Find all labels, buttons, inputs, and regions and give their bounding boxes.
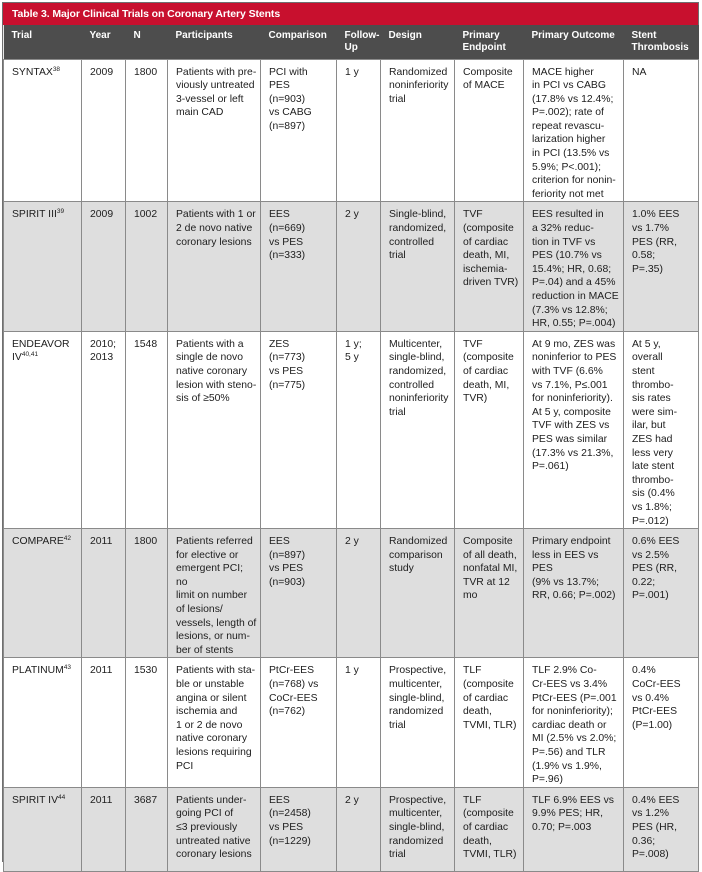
trial-name: PLATINUM xyxy=(12,665,64,677)
cell-comparison: EES (n=897) vs PES (n=903) xyxy=(261,529,337,658)
cell-trial xyxy=(4,59,82,202)
cell-follow-up: 2 y xyxy=(337,202,381,331)
cell-n: 1530 xyxy=(126,658,168,787)
cell-design: Prospective, multicenter, single-blind, randomized trial xyxy=(381,658,455,787)
cell-design: Multicenter, single-blind, randomized, controlled noninferiority trial xyxy=(381,331,455,528)
cell-primary-outcome: At 9 mo, ZES was noninferior to PES with TVF (6.6% vs 7.1%, P≤.001 for noninferiority). At 5 y, composite TVF with ZES vs PES was similar (17.3% vs 21.3%, P=.061) xyxy=(524,331,624,528)
cell-stent-thrombosis: 0.6% EES vs 2.5% PES (RR, 0.22; P=.001) xyxy=(624,529,699,658)
cell-comparison: ZES (n=773) vs PES (n=775) xyxy=(261,331,337,528)
cell-primary-outcome: Primary endpoint less in EES vs PES (9% vs 13.7%; RR, 0.66; P=.002) xyxy=(524,529,624,658)
reference-superscript: 38 xyxy=(52,65,61,73)
cell-participants: Patients under- going PCI of ≤3 previously untreated native coronary lesions xyxy=(168,787,261,871)
cell-follow-up: 1 y xyxy=(337,658,381,787)
cell-year: 2010; 2013 xyxy=(82,331,126,528)
cell-trial xyxy=(4,529,82,658)
table-frame xyxy=(2,2,699,862)
cell-primary-endpoint: TLF (composite of cardiac death, TVMI, TLR) xyxy=(455,787,524,871)
cell-year: 2011 xyxy=(82,658,126,787)
cell-comparison: PtCr-EES (n=768) vs CoCr-EES (n=762) xyxy=(261,658,337,787)
cell-participants: Patients with pre- viously untreated 3-vessel or left main CAD xyxy=(168,59,261,202)
cell-trial xyxy=(4,787,82,871)
cell-stent-thrombosis: 0.4% EES vs 1.2% PES (HR, 0.36; P=.008) xyxy=(624,787,699,871)
cell-stent-thrombosis: 0.4% CoCr-EES vs 0.4% PtCr-EES (P=1.00) xyxy=(624,658,699,787)
cell-trial xyxy=(4,658,82,787)
trial-name: SYNTAX xyxy=(12,66,53,78)
cell-design: Randomized noninferiority trial xyxy=(381,59,455,202)
cell-stent-thrombosis: NA xyxy=(624,59,699,202)
header-row xyxy=(4,25,699,59)
cell-follow-up: 2 y xyxy=(337,787,381,871)
cell-follow-up: 1 y; 5 y xyxy=(337,331,381,528)
cell-n: 1548 xyxy=(126,331,168,528)
cell-participants: Patients with sta- ble or unstable angina or silent ischemia and 1 or 2 de novo native coronary lesions requiring PCI xyxy=(168,658,261,787)
cell-primary-outcome: TLF 2.9% Co- Cr-EES vs 3.4% PtCr-EES (P=.001 for noninferiority); cardiac death or MI (2.5% vs 2.0%; P=.56) and TLR (1.9% vs 1.9%, P=.96) xyxy=(524,658,624,787)
header-comparison: Comparison xyxy=(261,25,337,59)
table-body xyxy=(4,59,699,871)
cell-design: Prospective, multicenter, single-blind, randomized trial xyxy=(381,787,455,871)
header-stent-thrombosis: Stent Thrombosis xyxy=(624,25,699,59)
cell-participants: Patients with 1 or 2 de novo native coronary lesions xyxy=(168,202,261,331)
header-participants: Participants xyxy=(168,25,261,59)
cell-comparison: PCI with PES (n=903) vs CABG (n=897) xyxy=(261,59,337,202)
reference-superscript: 39 xyxy=(56,208,65,216)
cell-follow-up: 2 y xyxy=(337,529,381,658)
table-title: Table 3. Major Clinical Trials on Coronary Artery Stents xyxy=(3,3,698,25)
cell-primary-endpoint: TVF (composite of cardiac death, MI, ischemia- driven TVR) xyxy=(455,202,524,331)
cell-primary-endpoint: Composite of all death, nonfatal MI, TVR at 12 mo xyxy=(455,529,524,658)
cell-year: 2009 xyxy=(82,202,126,331)
cell-participants: Patients referred for elective or emergent PCI; no limit on number of lesions/ vessels, length of lesions, or num- ber of stents xyxy=(168,529,261,658)
cell-comparison: EES (n=669) vs PES (n=333) xyxy=(261,202,337,331)
reference-superscript: 44 xyxy=(58,793,66,801)
reference-superscript: 42 xyxy=(63,535,71,543)
trial-name: ENDEAVOR IV xyxy=(12,338,70,364)
cell-primary-outcome: MACE higher in PCI vs CABG (17.8% vs 12.4%; P=.002); rate of repeat revascu- larization higher in PCI (13.5% vs 5.9%; P<.001); criterion for nonin- feriority not met xyxy=(524,59,624,202)
clinical-trials-table xyxy=(3,25,699,872)
cell-n: 1002 xyxy=(126,202,168,331)
cell-year: 2011 xyxy=(82,529,126,658)
cell-stent-thrombosis: At 5 y, overall stent thrombo- sis rates were sim- ilar, but ZES had less very late stent thrombo- sis (0.4% vs 1.8%; P=.012) xyxy=(624,331,699,528)
cell-primary-endpoint: TLF (composite of cardiac death, TVMI, TLR) xyxy=(455,658,524,787)
header-follow-up: Follow- Up xyxy=(337,25,381,59)
cell-n: 1800 xyxy=(126,529,168,658)
header-trial: Trial xyxy=(4,25,82,59)
cell-trial xyxy=(4,331,82,528)
table-row xyxy=(4,202,699,331)
table-row xyxy=(4,658,699,787)
table-row xyxy=(4,331,699,528)
table-row xyxy=(4,529,699,658)
header-primary-outcome: Primary Outcome xyxy=(524,25,624,59)
cell-participants: Patients with a single de novo native coronary lesion with steno- sis of ≥50% xyxy=(168,331,261,528)
cell-n: 3687 xyxy=(126,787,168,871)
trial-name: SPIRIT III xyxy=(12,209,57,221)
cell-year: 2011 xyxy=(82,787,126,871)
trial-name: SPIRIT IV xyxy=(12,794,59,806)
trial-name: COMPARE xyxy=(12,536,64,548)
cell-design: Randomized comparison study xyxy=(381,529,455,658)
cell-follow-up: 1 y xyxy=(337,59,381,202)
cell-year: 2009 xyxy=(82,59,126,202)
cell-trial xyxy=(4,202,82,331)
header-design: Design xyxy=(381,25,455,59)
cell-comparison: EES (n=2458) vs PES (n=1229) xyxy=(261,787,337,871)
header-year: Year xyxy=(82,25,126,59)
cell-n: 1800 xyxy=(126,59,168,202)
reference-superscript: 40,41 xyxy=(21,351,39,359)
cell-primary-endpoint: Composite of MACE xyxy=(455,59,524,202)
table-row xyxy=(4,787,699,871)
cell-primary-endpoint: TVF (composite of cardiac death, MI, TVR) xyxy=(455,331,524,528)
cell-design: Single-blind, randomized, controlled trial xyxy=(381,202,455,331)
table-row xyxy=(4,59,699,202)
header-primary-endpoint: Primary Endpoint xyxy=(455,25,524,59)
reference-superscript: 43 xyxy=(63,664,71,672)
header-n: N xyxy=(126,25,168,59)
cell-primary-outcome: TLF 6.9% EES vs 9.9% PES; HR, 0.70; P=.003 xyxy=(524,787,624,871)
cell-stent-thrombosis: 1.0% EES vs 1.7% PES (RR, 0.58; P=.35) xyxy=(624,202,699,331)
cell-primary-outcome: EES resulted in a 32% reduc- tion in TVF vs PES (10.7% vs 15.4%; HR, 0.68; P=.04) and a 45% reduction in MACE (7.3% vs 12.8%; HR, 0.55; P=.004) xyxy=(524,202,624,331)
